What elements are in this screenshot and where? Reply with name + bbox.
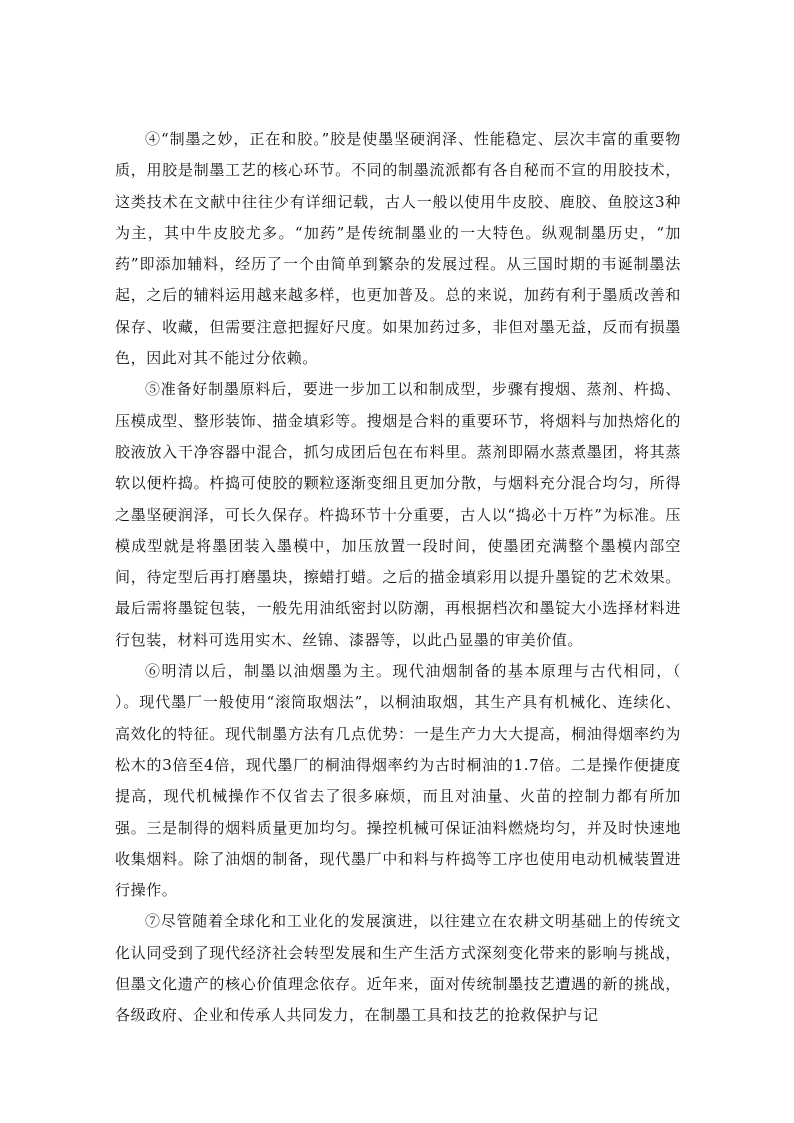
- paragraph-6: ⑥明清以后，制墨以油烟墨为主。现代油烟制备的基本原理与古代相同，（ ）。现代墨厂一般使用“滚筒取烟法”，以桐油取烟，其生产具有机械化、连续化、高效化的特征。现代制墨方法有几点优势：一是生产力大大提高，桐油得烟率约为松木的3倍至4倍，现代墨厂的桐油得烟率约为古时桐油的1.7倍。二是操作便捷度提高，现代机械操作不仅省去了很多麻烦，而且对油量、火苗的控制力都有所加强。三是制得的烟料质量更加均匀。操控机械可保证油料燃烧均匀，并及时快速地收集烟料。除了油烟的制备，现代墨厂中和料与杵捣等工序也使用电动机械装置进行操作。: [115, 662, 760, 900]
- paragraph-4: ④“制墨之妙，正在和胶。”胶是使墨坚硬润泽、性能稳定、层次丰富的重要物质，用胶是制墨工艺的核心环节。不同的制墨流派都有各自秘而不宣的用胶技术，这类技术在文献中往往少有详细记载，古人一般以使用牛皮胶、鹿胶、鱼胶这3种为主，其中牛皮胶尤多。“加药”是传统制墨业的一大特色。纵观制墨历史，“加药”即添加辅料，经历了一个由简单到繁杂的发展过程。从三国时期的韦诞制墨法起，之后的辅料运用越来越多样，也更加普及。总的来说，加药有利于墨质改善和保存、收藏，但需要注意把握好尺度。如果加药过多，非但对墨无益，反而有损墨色，因此对其不能过分依赖。: [115, 130, 681, 368]
- article-body: [115, 124, 760, 1032]
- paragraph-7: ⑦尽管随着全球化和工业化的发展演进，以往建立在农耕文明基础上的传统文化认同受到了现代经济社会转型发展和生产生活方式深刻变化带来的影响与挑战，但墨文化遗产的核心价值理念依存。近年来，面对传统制墨技艺遭遇的新的挑战，各级政府、企业和传承人共同发力，在制墨工具和技艺的抢救保护与记: [115, 912, 681, 1025]
- paragraph-5: ⑤准备好制墨原料后，要进一步加工以和制成型，步骤有搜烟、蒸剂、杵捣、压模成型、整形装饰、描金填彩等。搜烟是合料的重要环节，将烟料与加热熔化的胶液放入干净容器中混合，抓匀成团后包在布料里。蒸剂即隔水蒸煮墨团，将其蒸软以便杵捣。杵捣可使胶的颗粒逐渐变细且更加分散，与烟料充分混合均匀，所得之墨坚硬润泽，可长久保存。杵捣环节十分重要，古人以“捣必十万杵”为标准。压模成型就是将墨团装入墨模中，加压放置一段时间，使墨团充满整个墨模内部空间，待定型后再打磨墨块，擦蜡打蜡。之后的描金填彩用以提升墨锭的艺术效果。最后需将墨锭包装，一般先用油纸密封以防潮，再根据档次和墨锭大小选择材料进行包装，材料可选用实木、丝锦、漆器等，以此凸显墨的审美价值。: [115, 380, 681, 649]
